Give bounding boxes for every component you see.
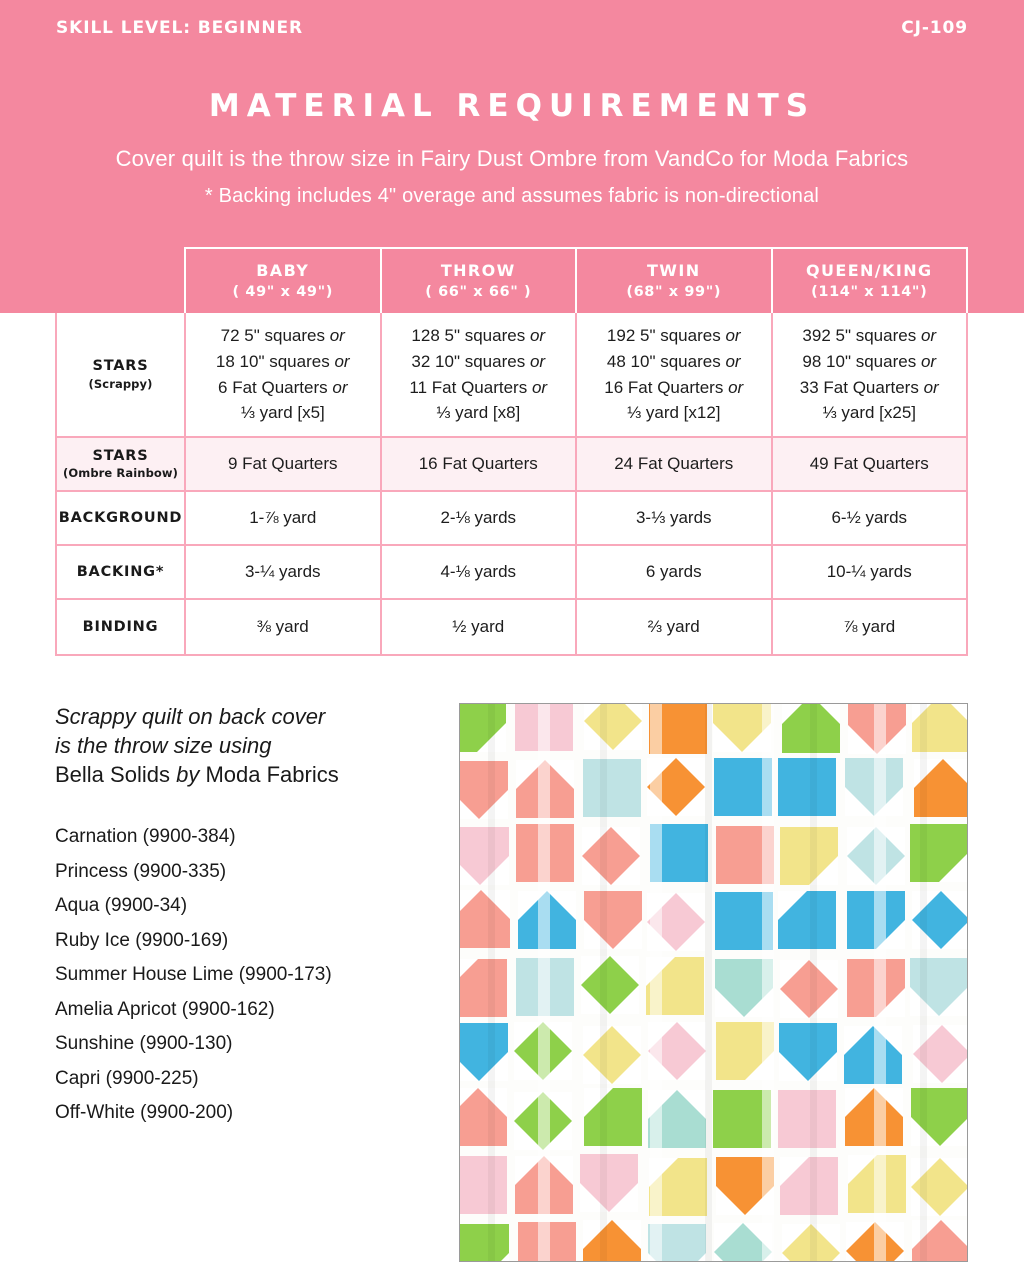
quilt-blocks-canvas [459, 703, 968, 1262]
moda-fabrics-text: Moda Fabrics [205, 762, 339, 787]
note-line-2: is the throw size using [55, 733, 272, 758]
note-line-1: Scrappy quilt on back cover [55, 704, 326, 729]
row-label-stars-scrappy [57, 313, 186, 436]
quilt-block [459, 1224, 509, 1262]
column-name: TWIN [646, 260, 701, 280]
quilt-block [582, 827, 640, 885]
row-label-sub: (Scrappy) [88, 376, 153, 391]
column-header-baby [186, 249, 382, 313]
quilt-block [910, 958, 968, 1016]
cell-backing-baby: 3-¼ yards [186, 546, 382, 598]
row-label-main: BACKGROUND [58, 509, 183, 526]
list-item: Off-White (9900-200) [55, 1102, 234, 1123]
quilt-sashing-strip [538, 703, 550, 1262]
fabric-fold-shadow [810, 703, 817, 1262]
table-row [57, 492, 966, 546]
row-label-background [57, 492, 186, 544]
row-label-stars-ombre [57, 438, 186, 490]
bella-solids-text: Bella Solids [55, 762, 170, 787]
quilt-block [778, 891, 836, 949]
by-text: by [176, 762, 200, 787]
table-row [57, 546, 966, 600]
cell-stars-scrappy-twin: 192 5" squares or 48 10" squares or 16 Fat Quarters or ⅓ yard [x12] [577, 313, 773, 436]
quilt-photo [459, 703, 968, 1262]
quilt-sashing-strip [874, 703, 886, 1262]
size-table-header [184, 247, 968, 313]
quilt-block [583, 1026, 641, 1084]
list-item: Sunshine (9900-130) [55, 1033, 233, 1054]
column-name: THROW [440, 260, 516, 280]
quilt-block [459, 1023, 508, 1081]
fabric-fold-shadow [920, 703, 927, 1262]
cell-binding-twin: ⅔ yard [577, 600, 773, 654]
quilt-block [584, 703, 642, 750]
quilt-block [459, 761, 508, 819]
quilt-block [581, 956, 639, 1014]
cell-binding-baby: ⅜ yard [186, 600, 382, 654]
cell-stars-ombre-twin: 24 Fat Quarters [577, 438, 773, 490]
cell-stars-ombre-throw: 16 Fat Quarters [382, 438, 578, 490]
table-row [57, 600, 966, 654]
row-label-backing [57, 546, 186, 598]
pattern-code-label: CJ-109 [901, 18, 968, 38]
list-item: Ruby Ice (9900-169) [55, 929, 229, 951]
row-label-main: BACKING* [76, 563, 165, 580]
quilt-block [459, 827, 509, 885]
list-item: Capri (9900-225) [55, 1067, 199, 1089]
quilt-sashing-strip [650, 703, 662, 1262]
quilt-block [780, 827, 838, 885]
cell-stars-ombre-queen-king: 49 Fat Quarters [809, 454, 929, 474]
list-item: Aqua (9900-34) [55, 895, 188, 916]
quilt-block [910, 824, 968, 882]
table-row [57, 313, 966, 438]
quilt-block [580, 1154, 638, 1212]
column-header-twin [577, 249, 773, 313]
fabric-fold-shadow [600, 703, 607, 1262]
cell-backing-throw: 4-⅛ yards [382, 546, 578, 598]
list-item: Princess (9900-335) [55, 860, 227, 882]
quilt-block [779, 1023, 837, 1081]
quilt-block [583, 759, 641, 817]
quilt-block [780, 960, 838, 1018]
quilt-block [584, 1088, 642, 1146]
column-name: BABY [256, 260, 310, 280]
cell-background-twin: 3-⅓ yards [577, 492, 773, 544]
quilt-block [459, 703, 506, 752]
list-item: Summer House Lime (9900-173) [55, 964, 332, 985]
fabric-fold-shadow [705, 703, 712, 1262]
quilt-block [778, 1090, 836, 1148]
quilt-block [459, 1156, 507, 1214]
cell-binding-throw: ½ yard [382, 600, 578, 654]
quilt-block [459, 1088, 507, 1146]
column-header-queen-king [773, 249, 967, 313]
skill-level-label: SKILL LEVEL: BEGINNER [56, 18, 303, 38]
cell-stars-ombre-baby: 9 Fat Quarters [186, 438, 382, 490]
cell-backing-twin: 6 yards [577, 546, 773, 598]
column-size: ( 66" x 66" ) [425, 283, 532, 300]
quilt-block [459, 890, 510, 948]
row-label-main: STARS [92, 358, 149, 375]
page-title: MATERIAL REQUIREMENTS [208, 88, 816, 124]
quilt-block [459, 959, 507, 1017]
cell-stars-scrappy-queen-king: 392 5" squares or 98 10" squares or 33 Fat Quarters or ⅓ yard [x25] [799, 325, 939, 423]
quilt-block [778, 758, 836, 816]
row-label-main: STARS [92, 447, 149, 464]
cell-backing-queen-king: 10-¼ yards [826, 562, 912, 582]
cell-stars-scrappy-baby: 72 5" squares or 18 10" squares or 6 Fat Quarters or ⅓ yard [x5] [186, 313, 382, 436]
row-label-sub: (Ombre Rainbow) [63, 466, 178, 481]
column-header-throw [382, 249, 578, 313]
note-line-3 [55, 760, 445, 789]
cell-background-throw: 2-⅛ yards [382, 492, 578, 544]
scrappy-quilt-note [55, 702, 445, 789]
list-item: Amelia Apricot (9900-162) [55, 998, 275, 1020]
list-item: Carnation (9900-384) [55, 826, 236, 847]
cell-background-queen-king: 6-½ yards [831, 508, 908, 528]
cell-binding-queen-king: ⅞ yard [843, 617, 896, 637]
table-row [57, 438, 966, 492]
row-label-binding [57, 600, 186, 654]
material-requirements-table [55, 313, 968, 656]
column-size: ( 49" x 49") [232, 283, 333, 300]
fabric-fold-shadow [488, 703, 495, 1262]
fabric-color-list [55, 820, 455, 1131]
cell-stars-scrappy-throw: 128 5" squares or 32 10" squares or 11 Fat Quarters or ⅓ yard [x8] [382, 313, 578, 436]
column-size: (114" x 114") [811, 283, 928, 300]
column-size: (68" x 99") [626, 283, 722, 300]
quilt-block [583, 1220, 641, 1262]
row-label-main: BINDING [82, 618, 159, 635]
quilt-block [584, 891, 642, 949]
cell-background-baby: 1-⅞ yard [186, 492, 382, 544]
cover-quilt-note: Cover quilt is the throw size in Fairy Dust Ombre from VandCo for Moda Fabrics [115, 146, 909, 171]
backing-footnote: * Backing includes 4" overage and assumes fabric is non-directional [204, 185, 820, 207]
quilt-sashing-strip [762, 703, 774, 1262]
column-name: QUEEN/KING [805, 260, 933, 280]
